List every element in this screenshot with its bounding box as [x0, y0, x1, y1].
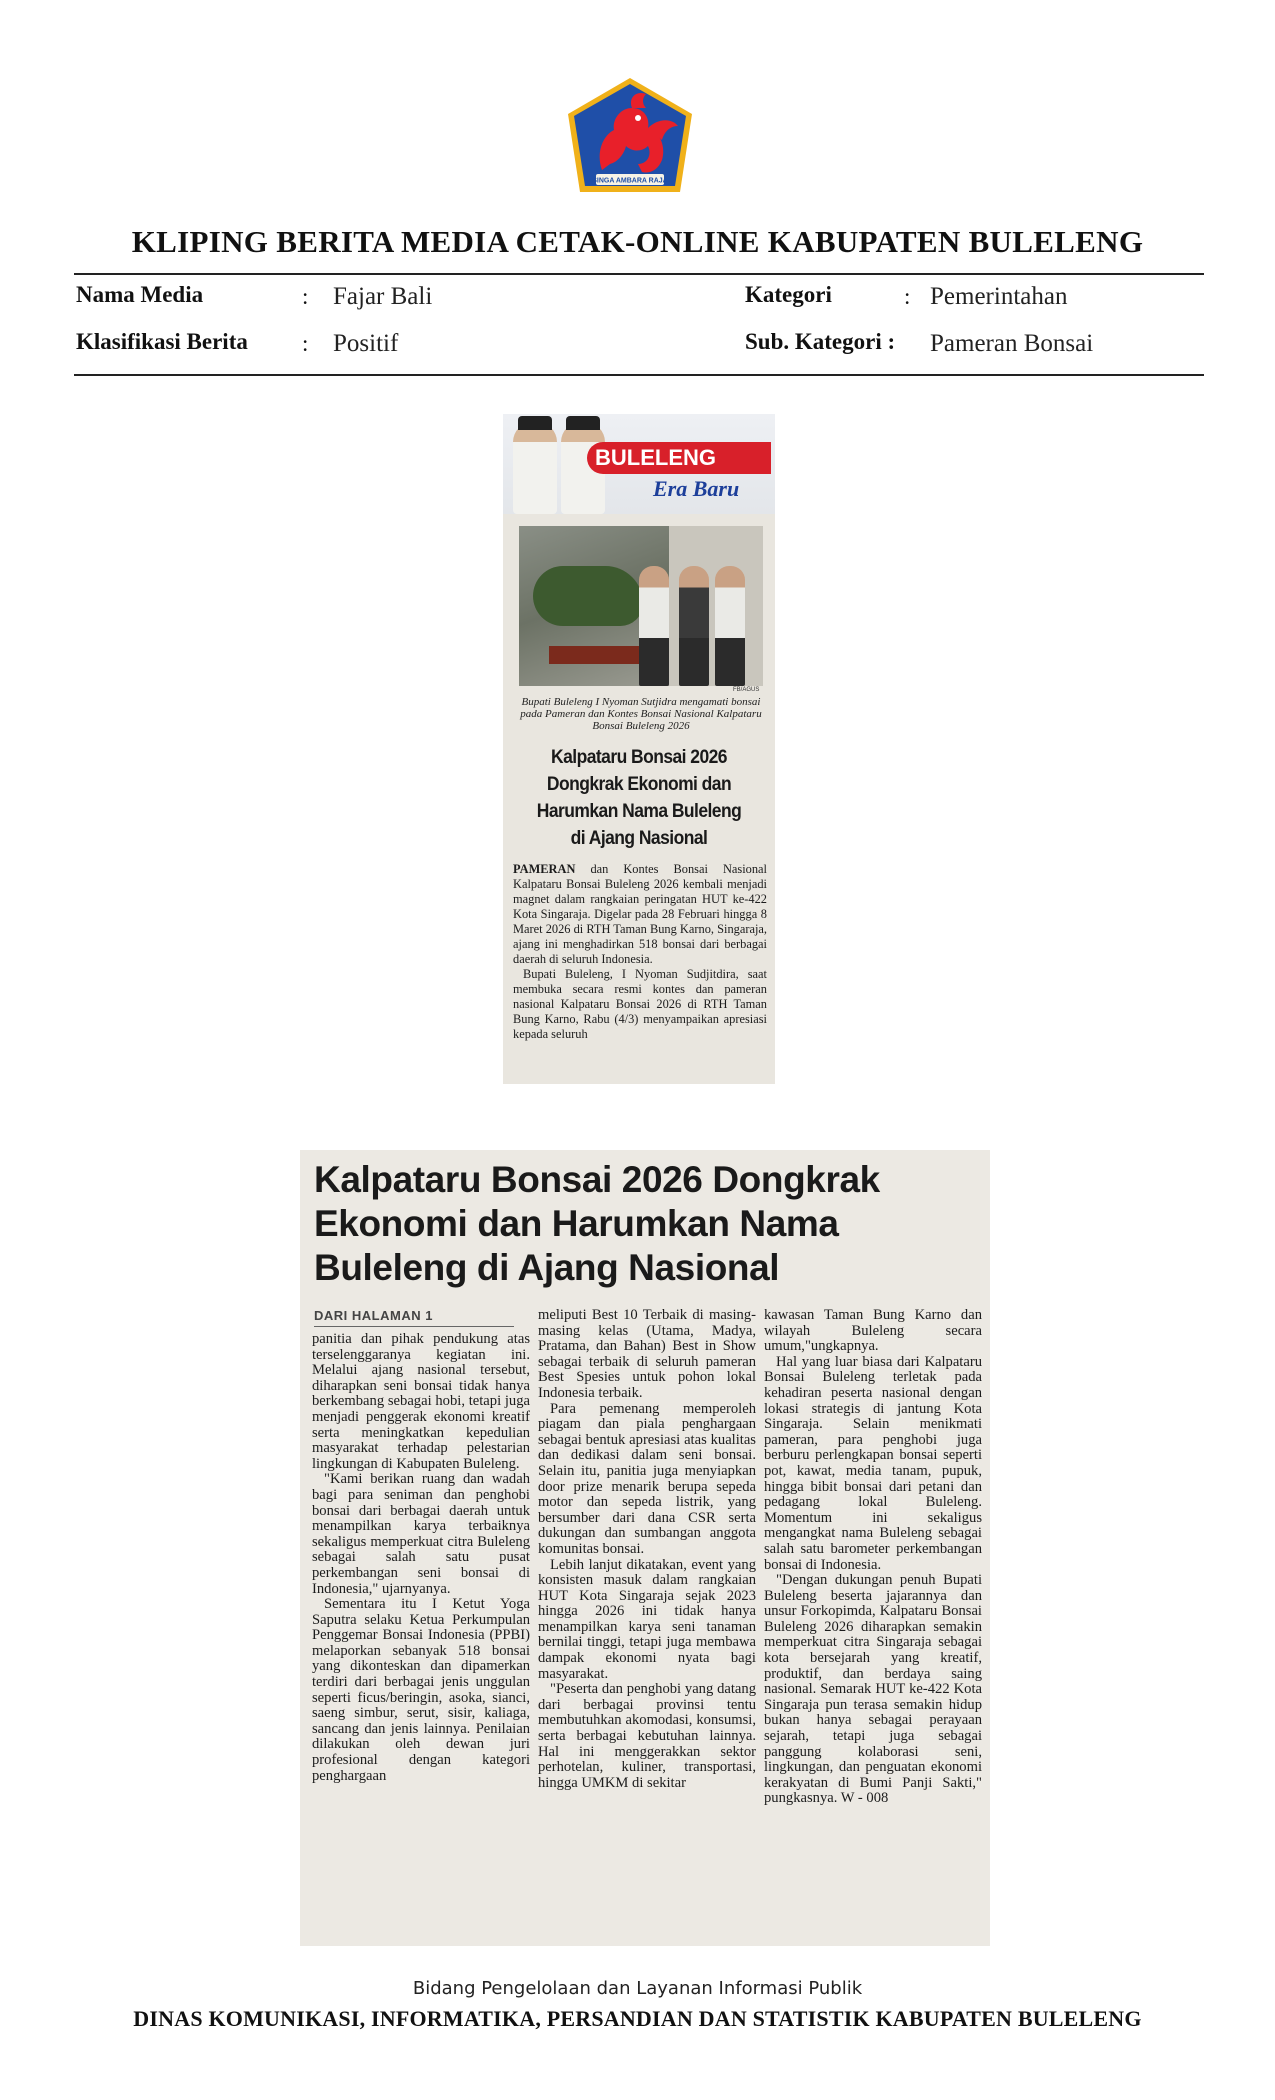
meta-divider — [74, 374, 1204, 376]
news-clipping-front-page — [503, 414, 775, 1084]
banner-title: BULELENG — [587, 442, 771, 474]
klasifikasi-value: Positif — [333, 330, 399, 357]
article-column-2: meliputi Best 10 Terbaik di masing-masing kelas (Utama, Madya, Pratama, dan Bahan) Best in Show sebagai terbaik di seluruh pameran Best Spesies untuk pohon lokal Indonesia terbaik. Para pemenang memperoleh piagam dan piala penghargaan sebagai bentuk apresiasi atas kualitas dan dedikasi dalam seni bonsai. Selain itu, panitia juga menyiapkan door prize menarik berupa sepeda motor dan sepeda listrik, yang bersumber dari dana CSR serta dukungan dan sumbangan anggota komunitas bonsai. Lebih lanjut dikatakan, event yang konsisten masuk dalam rangkaian HUT Kota Singaraja sejak 2023 hingga 2026 ini tidak hanya menampilkan karya seni tanaman bernilai tinggi, tetapi juga membawa dampak ekonomi nyata bagi masyarakat. "Peserta dan penghobi yang datang dari berbagai provinsi tentu membutuhkan akomodasi, konsumsi, serta berbagai kebutuhan lainnya. Hal ini menggerakkan sektor perhotelan, kuliner, transportasi, hingga UMKM di sekitar — [538, 1307, 756, 1791]
lead-word: PAMERAN — [513, 862, 576, 876]
logo-motto: SINGA AMBARA RAJA — [592, 177, 668, 185]
footer-division: Bidang Pengelolaan dan Layanan Informasi Publik — [412, 1978, 863, 1999]
front-banner — [503, 414, 775, 514]
kategori-colon: : — [904, 284, 911, 309]
top-divider — [74, 273, 1204, 275]
klasifikasi-label: Klasifikasi Berita — [76, 329, 248, 354]
bonsai-tree-image — [533, 566, 643, 626]
front-headline: Kalpataru Bonsai 2026 Dongkrak Ekonomi dan Harumkan Nama Buleleng di Ajang Nasional — [536, 747, 742, 849]
banner-subtitle: Era Baru — [653, 476, 740, 501]
kategori-value: Pemerintahan — [930, 283, 1068, 310]
media-label: Nama Media — [76, 282, 204, 307]
news-clipping-continuation — [300, 1150, 990, 1946]
regent-photo — [513, 422, 557, 514]
from-page-tag: DARI HALAMAN 1 — [314, 1308, 433, 1323]
footer-agency: DINAS KOMUNIKASI, INFORMATIKA, PERSANDIAN DAN STATISTIK KABUPATEN BULELENG — [133, 2006, 1142, 2031]
subkategori-value: Pameran Bonsai — [930, 330, 1094, 357]
bonsai-photo — [519, 526, 763, 686]
article-column-1: panitia dan pihak pendukung atas terselenggaranya kegiatan ini. Melalui ajang nasional tersebut, diharapkan seni bonsai tidak hanya berkembang sebagai hobi, tetapi juga menjadi penggerak ekonomi kreatif serta meningkatkan kepedulian masyarakat terhadap pelestarian lingkungan di Kabupaten Buleleng. "Kami berikan ruang dan wadah bagi para seniman dan penghobi bonsai dari berbagai daerah untuk menampilkan karya terbaiknya sekaligus memperkuat citra Buleleng sebagai salah satu pusat perkembangan seni bonsai di Indonesia," ujarnyanya. Sementara itu I Ketut Yoga Saputra selaku Ketua Perkumpulan Penggemar Bonsai Indonesia (PPBI) melaporkan sebanyak 518 bonsai yang dikonteskan dan dipamerkan terdiri dari berbagai jenis unggulan seperti ficus/beringin, asoka, sianci, saeng simbur, serut, sisir, kaliaga, sancang dan jenis lainnya. Penilaian dilakukan oleh dewan juri profesional dengan kategori penghargaan — [312, 1331, 530, 1784]
media-colon: : — [302, 284, 309, 309]
photo-credit: FB/AGUS — [733, 687, 760, 693]
page-title: KLIPING BERITA MEDIA CETAK-ONLINE KABUPATEN BULELENG — [131, 224, 1144, 259]
kategori-label: Kategori — [745, 282, 832, 307]
media-value: Fajar Bali — [333, 283, 433, 310]
subkategori-label: Sub. Kategori : — [745, 329, 896, 354]
klasifikasi-colon: : — [302, 331, 309, 356]
article-column-3: kawasan Taman Bung Karno dan wilayah Buleleng secara umum,"ungkapnya. Hal yang luar biasa dari Kalpataru Bonsai Buleleng terletak pada kehadiran peserta nasional dengan lokasi strategis di jantung Kota Singaraja. Selain menikmati pameran, para penghobi juga berburu perlengkapan bonsai seperti pot, kawat, media tanam, pupuk, hingga bibit bonsai dari petani dan pedagang lokal Buleleng. Momentum ini sekaligus mengangkat nama Buleleng sebagai salah satu barometer perkembangan bonsai di Indonesia. "Dengan dukungan penuh Bupati Buleleng beserta jajarannya dan unsur Forkopimda, Kalpataru Bonsai Buleleng 2026 diharapkan semakin memperkuat citra Singaraja sebagai kota bersejarah yang kreatif, produktif, dan berdaya saing nasional. Semarak HUT ke-422 Kota Singaraja pun terasa semakin hidup bukan hanya sebagai perayaan sejarah, tetapi juga sebagai panggung kolaborasi seni, lingkungan, dan penguatan ekonomi kerakyatan di Bumi Panji Sakti," pungkasnya. W - 008 — [764, 1307, 982, 1807]
continuation-headline: Kalpataru Bonsai 2026 Dongkrak Ekonomi dan Harumkan Nama Buleleng di Ajang Nasional — [314, 1159, 880, 1288]
buleleng-emblem-logo — [562, 74, 698, 200]
photo-caption: Bupati Buleleng I Nyoman Sutjidra mengamati bonsai pada Pameran dan Kontes Bonsai Nasional Kalpataru Bonsai Buleleng 2026 — [520, 696, 762, 732]
front-article-body: PAMERAN dan Kontes Bonsai Nasional Kalpataru Bonsai Buleleng 2026 kembali menjadi magnet dalam rangkaian peringatan HUT ke-422 Kota Singaraja. Digelar pada 28 Februari hingga 8 Maret 2026 di RTH Taman Bung Karno, Singaraja, ajang ini menghadirkan 518 bonsai dari berbagai daerah di seluruh Indonesia. Bupati Buleleng, I Nyoman Sudjitdira, saat membuka secara resmi kontes dan pameran nasional Kalpataru Bonsai 2026 di RTH Taman Bung Karno, Rabu (4/3) menyampaikan apresiasi kepada seluruh — [513, 862, 767, 1041]
